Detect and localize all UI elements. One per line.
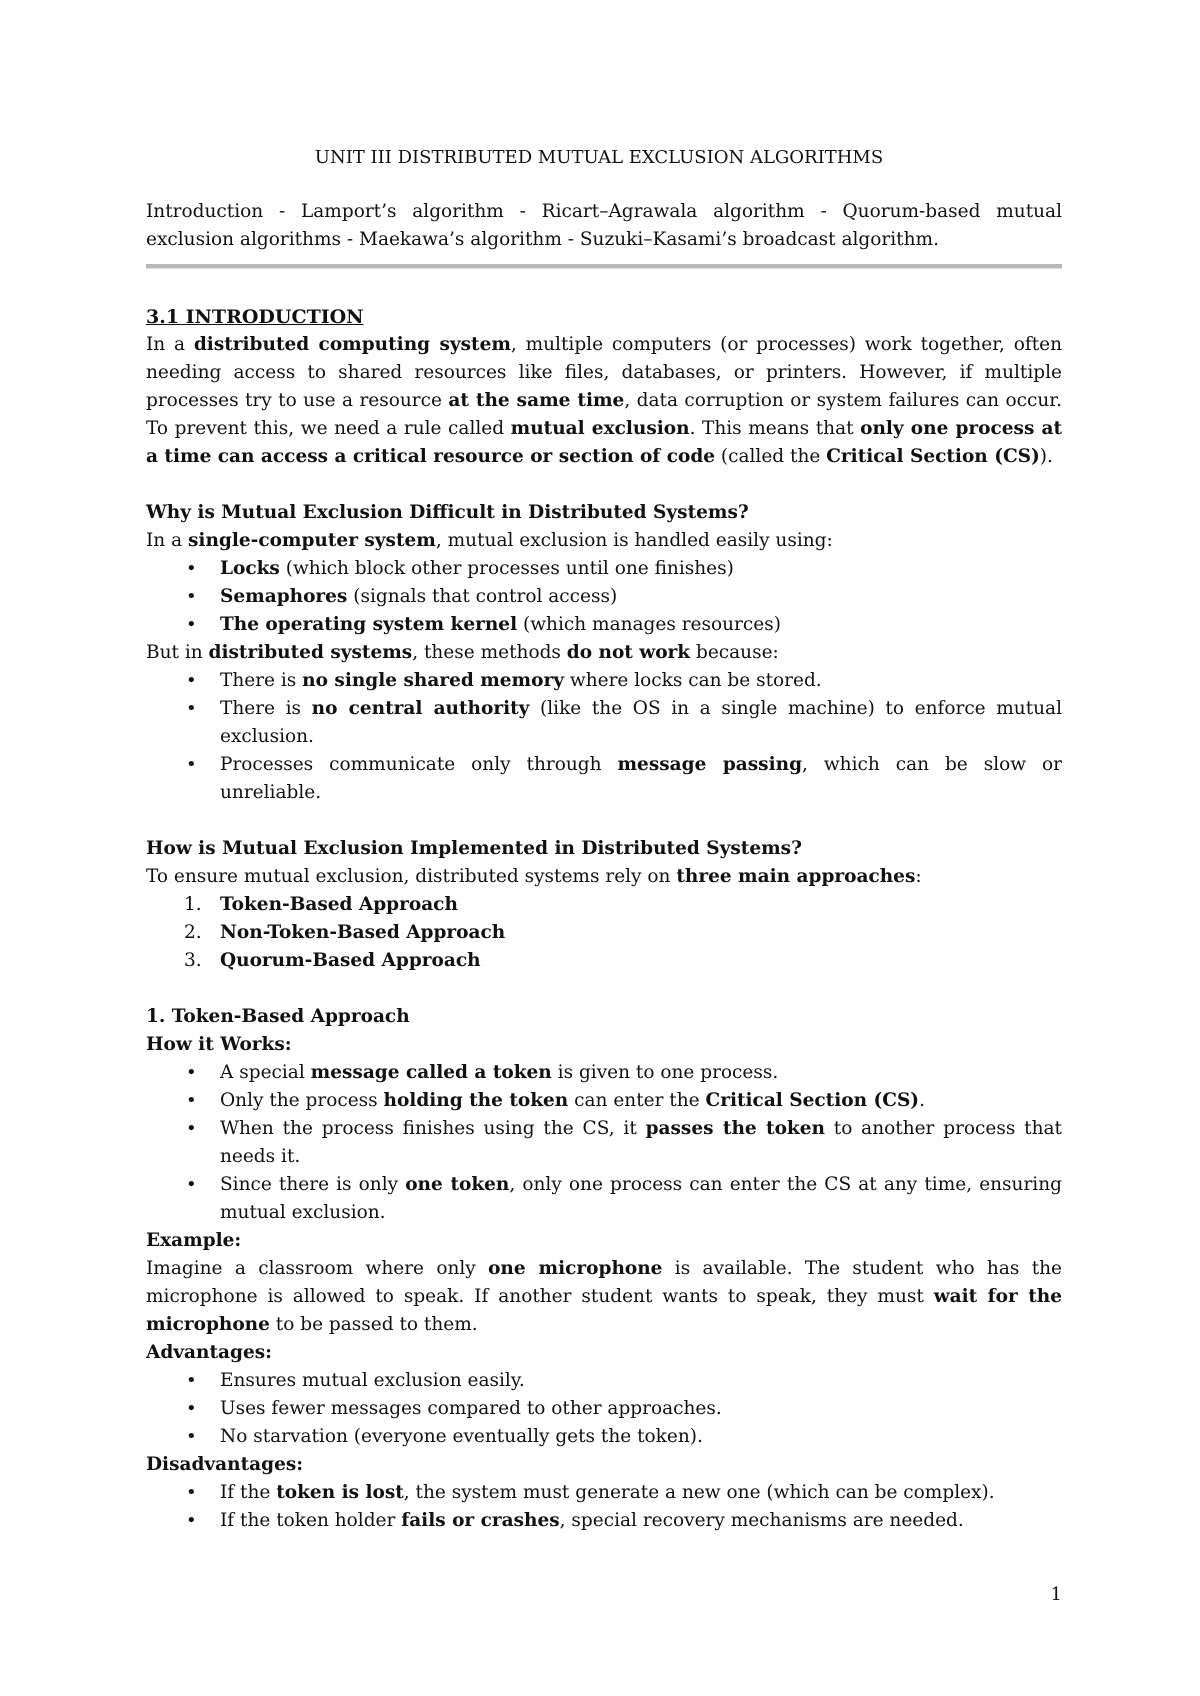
bold-text: message passing xyxy=(617,754,803,775)
list-item xyxy=(146,1479,1062,1507)
bold-text: holding the token xyxy=(383,1090,569,1111)
bold-text: fails or crashes xyxy=(401,1510,560,1531)
text-run: Only the process xyxy=(220,1090,384,1111)
bold-text: Critical Section (CS) xyxy=(705,1090,920,1111)
text-run: (which manages resources) xyxy=(517,614,781,635)
why-list-1 xyxy=(146,555,1062,639)
text-run: (which block other processes until one finishes) xyxy=(279,558,734,579)
list-item xyxy=(146,1171,1062,1227)
bold-text: at the same time xyxy=(448,390,625,411)
advantages-heading: Advantages: xyxy=(146,1342,272,1363)
list-item xyxy=(146,695,1062,751)
disadvantages-heading: Disadvantages: xyxy=(146,1454,304,1475)
how-it-works-heading: How it Works: xyxy=(146,1034,292,1055)
bold-text: message called a token xyxy=(310,1062,552,1083)
approach-label: Non-Token-Based Approach xyxy=(220,922,506,943)
page-number: 1 xyxy=(1050,1584,1062,1605)
text-run: , data corruption or system failures can occur. To prevent this, we need a rule called xyxy=(146,390,1062,439)
text-run: . This means that xyxy=(689,418,861,439)
approach-item xyxy=(146,919,1062,947)
text-run: is available. The student who has the microphone is allowed to speak. If another student wants to speak, they must xyxy=(146,1258,1062,1307)
text-run: In a xyxy=(146,530,189,551)
token-heading: 1. Token-Based Approach xyxy=(146,1006,410,1027)
approach-item xyxy=(146,947,1062,975)
bold-text: token is lost xyxy=(276,1482,404,1503)
item-number: 3. xyxy=(184,950,202,971)
text-run: There is xyxy=(220,698,312,719)
bold-text: no central authority xyxy=(311,698,530,719)
bold-text: passes the token xyxy=(645,1118,825,1139)
intro-paragraph xyxy=(146,331,1062,471)
why-lead xyxy=(146,527,1062,555)
text-run: where locks can be stored. xyxy=(563,670,822,691)
bold-text: distributed computing system xyxy=(193,334,511,355)
text-run: , multiple computers (or processes) work together, often needing access to shared resources like files, databases, or printers. However, if multiple processes try to use a resource xyxy=(146,334,1063,411)
bold-text: Locks xyxy=(220,558,280,579)
text-run: is given to one process. xyxy=(551,1062,779,1083)
text-run: , these methods xyxy=(412,642,567,663)
list-item: • Ensures mutual exclusion easily. xyxy=(146,1367,1062,1395)
bold-text: Critical Section (CS) xyxy=(826,446,1040,467)
example-paragraph xyxy=(146,1255,1062,1339)
text-run: , mutual exclusion is handled easily using: xyxy=(435,530,833,551)
text-run: because: xyxy=(690,642,779,663)
text-run: ). xyxy=(1039,446,1053,467)
bold-text: wait for the microphone xyxy=(146,1286,1062,1335)
approach-label: Quorum-Based Approach xyxy=(220,950,481,971)
text-run: There is xyxy=(220,670,303,691)
text-run: In a xyxy=(146,334,194,355)
bold-text: one token xyxy=(405,1174,510,1195)
approach-item xyxy=(146,891,1062,919)
bold-text: distributed systems xyxy=(208,642,413,663)
text-run: , the system must generate a new one (which can be complex). xyxy=(403,1482,995,1503)
list-item: • No starvation (everyone eventually gets the token). xyxy=(146,1423,1062,1451)
text-run: to be passed to them. xyxy=(269,1314,478,1335)
text-run: , only one process can enter the CS at any time, ensuring mutual exclusion. xyxy=(220,1174,1062,1223)
text-run: When the process finishes using the CS, it xyxy=(220,1118,646,1139)
item-number: 2. xyxy=(184,922,202,943)
section-heading: 3.1 INTRODUCTION xyxy=(146,306,364,328)
text-run: Processes communicate only through xyxy=(220,754,618,775)
list-item xyxy=(146,1115,1062,1171)
text-run: To ensure mutual exclusion, distributed systems rely on xyxy=(146,866,677,887)
advantages-list xyxy=(146,1367,1062,1451)
disadvantages-list xyxy=(146,1479,1062,1535)
bold-text: three main approaches xyxy=(676,866,916,887)
text-run: But in xyxy=(146,642,209,663)
bold-text: only one process at a time can access a critical resource or section of code xyxy=(146,418,1063,467)
bold-text: The operating system kernel xyxy=(220,614,518,635)
list-item xyxy=(146,1059,1062,1087)
text-run: (like the OS in a single machine) to enforce mutual exclusion. xyxy=(220,698,1062,747)
list-item: • Uses fewer messages compared to other approaches. xyxy=(146,1395,1062,1423)
bold-text: Semaphores xyxy=(220,586,348,607)
list-item xyxy=(146,751,1062,807)
text-run: , special recovery mechanisms are needed. xyxy=(559,1510,964,1531)
text-run: . xyxy=(919,1090,925,1111)
text-run: to another process that needs it. xyxy=(220,1118,1062,1167)
text-run: can enter the xyxy=(568,1090,706,1111)
why-heading: Why is Mutual Exclusion Difficult in Distributed Systems? xyxy=(146,502,749,523)
approaches-list xyxy=(146,891,1062,975)
list-item xyxy=(146,667,1062,695)
text-run: : xyxy=(915,866,922,887)
how-heading: How is Mutual Exclusion Implemented in Distributed Systems? xyxy=(146,838,802,859)
text-run: , which can be slow or unreliable. xyxy=(220,754,1063,803)
bold-text: one microphone xyxy=(488,1258,663,1279)
list-item xyxy=(146,583,1062,611)
list-item xyxy=(146,1507,1062,1535)
text-run: If the xyxy=(220,1482,277,1503)
bold-text: no single shared memory xyxy=(302,670,564,691)
bold-text: single-computer system xyxy=(188,530,436,551)
horizontal-rule xyxy=(146,264,1062,269)
text-run: Since there is only xyxy=(220,1174,406,1195)
how-lead xyxy=(146,863,1062,891)
approach-label: Token-Based Approach xyxy=(220,894,458,915)
list-item xyxy=(146,1087,1062,1115)
text-run: A special xyxy=(220,1062,311,1083)
text-run: (called the xyxy=(715,446,827,467)
text-run: (signals that control access) xyxy=(347,586,618,607)
text-run: Imagine a classroom where only xyxy=(146,1258,489,1279)
unit-title: UNIT III DISTRIBUTED MUTUAL EXCLUSION ALGORITHMS xyxy=(314,147,884,168)
why-lead-2 xyxy=(146,639,1062,667)
example-heading: Example: xyxy=(146,1230,242,1251)
list-item xyxy=(146,555,1062,583)
bold-text: do not work xyxy=(566,642,691,663)
bold-text: mutual exclusion xyxy=(510,418,690,439)
how-it-works-list xyxy=(146,1059,1062,1227)
list-item xyxy=(146,611,1062,639)
item-number: 1. xyxy=(184,894,202,915)
unit-intro: Introduction - Lamport’s algorithm - Ricart–Agrawala algorithm - Quorum-based mutual exclusion algorithms - Maekawa’s algorithm - Suzuki–Kasami’s broadcast algorithm. xyxy=(146,201,1062,250)
why-list-2 xyxy=(146,667,1062,807)
text-run: If the token holder xyxy=(220,1510,402,1531)
